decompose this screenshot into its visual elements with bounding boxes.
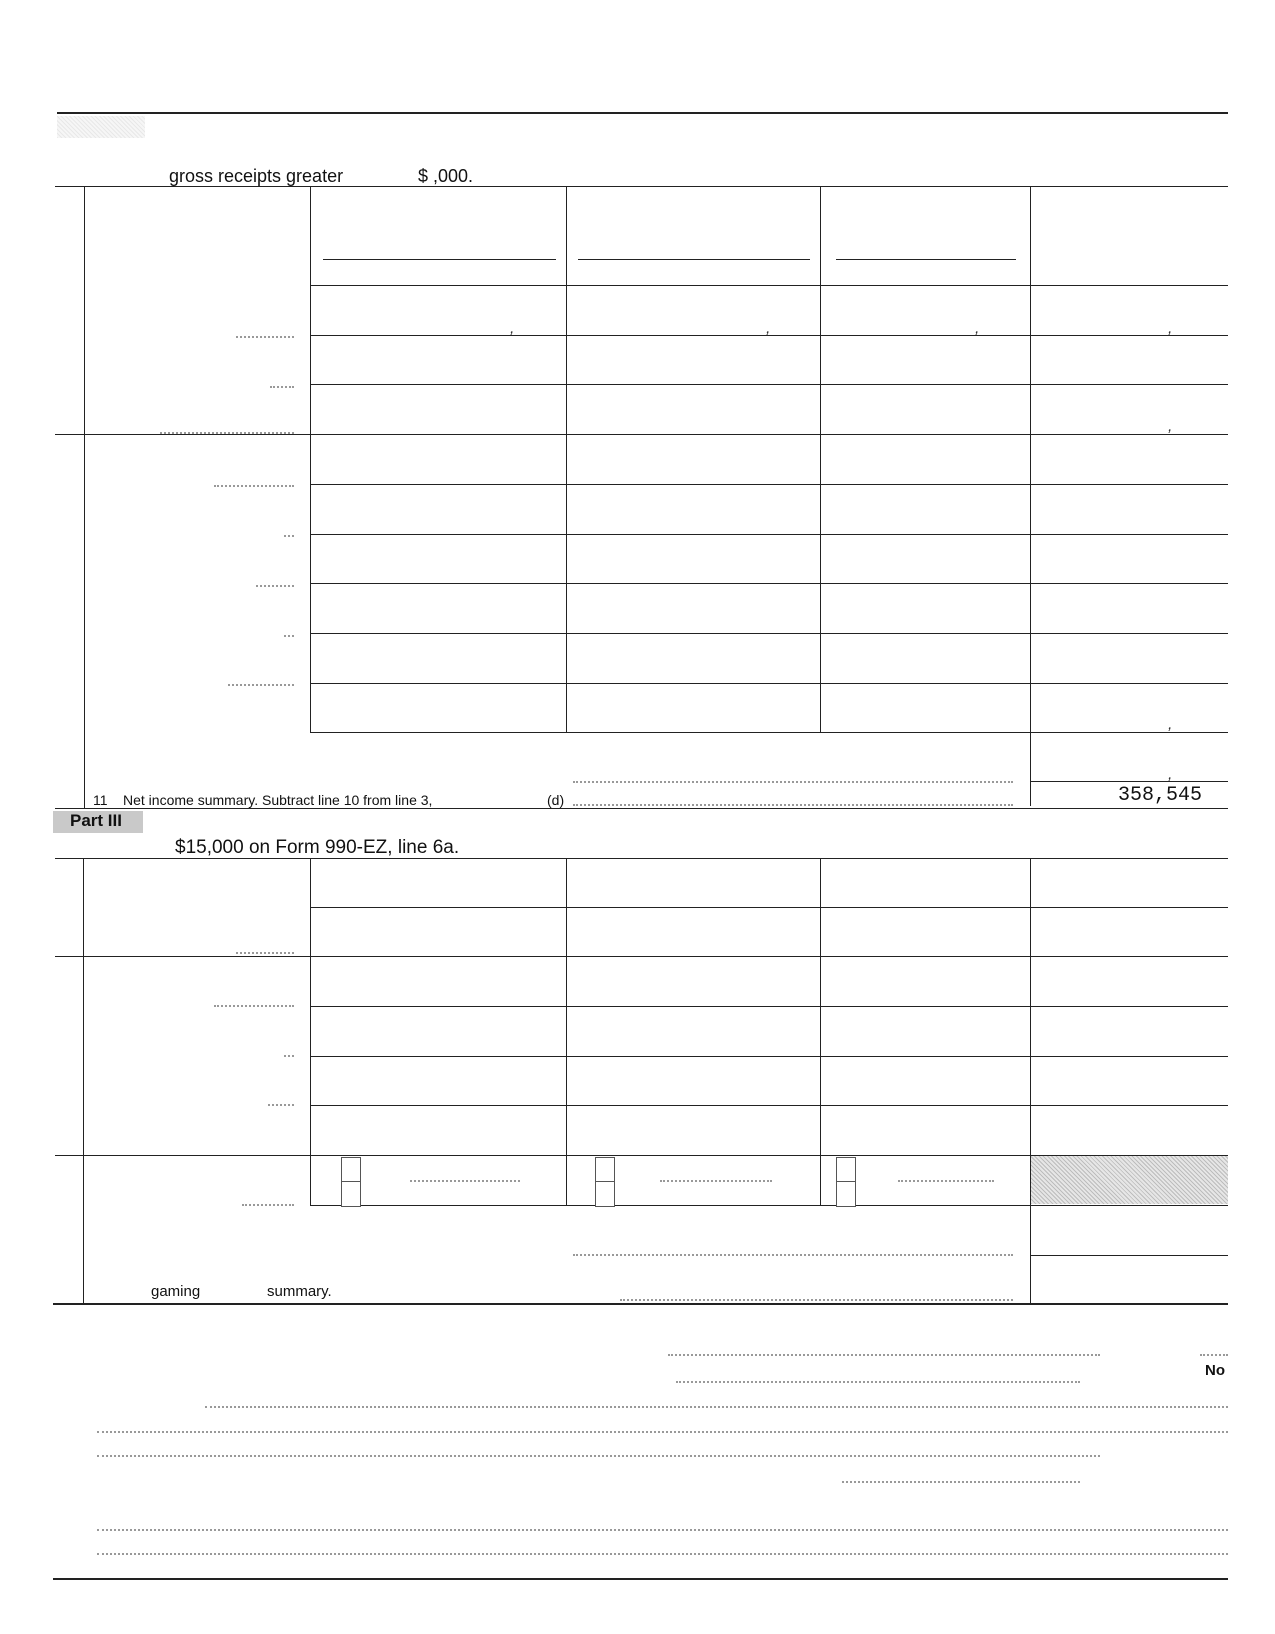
row-line bbox=[310, 384, 1228, 385]
leader-dots bbox=[676, 1381, 1080, 1383]
leader-dots bbox=[205, 1406, 1228, 1408]
part2-col-a bbox=[310, 186, 311, 732]
leader-dots bbox=[228, 684, 294, 686]
leader-dots bbox=[236, 336, 294, 338]
checkbox-col-a[interactable] bbox=[341, 1157, 361, 1207]
part3-col-b bbox=[566, 858, 567, 1206]
part3-label: Part III bbox=[70, 811, 122, 830]
section-divider bbox=[55, 434, 1228, 435]
line11-text: Net income summary. Subtract line 10 from line 3, bbox=[123, 792, 433, 808]
part2-col-c bbox=[820, 186, 821, 732]
part3-table-top bbox=[55, 858, 1228, 859]
row-line bbox=[310, 1006, 1228, 1007]
section-divider bbox=[55, 956, 1228, 957]
col-b-header-line[interactable] bbox=[578, 259, 810, 260]
leader-dots bbox=[284, 535, 294, 537]
leader-dots bbox=[1200, 1354, 1228, 1356]
row-line bbox=[310, 583, 1228, 584]
comma-mark: , bbox=[1168, 716, 1173, 733]
comma-mark: , bbox=[766, 320, 771, 337]
row-line bbox=[310, 732, 1228, 733]
leader-dots bbox=[270, 386, 294, 388]
part3-col-d bbox=[1030, 858, 1031, 1304]
row-line bbox=[310, 633, 1228, 634]
row-line bbox=[310, 1056, 1228, 1057]
part2-table-top bbox=[55, 186, 1228, 187]
leader-dots bbox=[236, 952, 294, 954]
row-line bbox=[310, 907, 1228, 908]
leader-dots bbox=[256, 585, 294, 587]
leader-dots bbox=[573, 1254, 1013, 1256]
part2-header-text: gross receipts greater bbox=[169, 166, 344, 186]
part3-header-text: $15,000 on Form 990-EZ, line 6a. bbox=[175, 837, 460, 858]
leader-dots bbox=[97, 1431, 1228, 1433]
comma-mark: , bbox=[975, 320, 980, 337]
top-rule bbox=[57, 112, 1228, 114]
leader-dots bbox=[620, 1299, 1013, 1301]
leader-dots bbox=[268, 1104, 294, 1106]
row-line bbox=[1030, 781, 1228, 782]
row-line bbox=[310, 683, 1228, 684]
leader-dots bbox=[410, 1180, 520, 1182]
leader-dots bbox=[160, 432, 294, 434]
part2-header-amount: $ ,000. bbox=[418, 166, 474, 186]
leader-dots bbox=[97, 1529, 1228, 1531]
row-line bbox=[310, 534, 1228, 535]
part3-left-border bbox=[83, 858, 84, 1304]
leader-dots bbox=[284, 1055, 294, 1057]
row-line bbox=[1030, 1255, 1228, 1256]
line11-column-label: (d) bbox=[547, 792, 565, 808]
col-c-header-line[interactable] bbox=[836, 259, 1016, 260]
part3-table-bottom bbox=[53, 1303, 1228, 1305]
row-summary-label: summary. bbox=[267, 1283, 332, 1300]
scan-stamp bbox=[57, 116, 145, 138]
col-a-header-line[interactable] bbox=[323, 259, 556, 260]
comma-mark: , bbox=[510, 320, 515, 337]
checkbox-col-b[interactable] bbox=[595, 1157, 615, 1207]
part2-col-b bbox=[566, 186, 567, 732]
part3-col-a bbox=[310, 858, 311, 1206]
part3-col-c bbox=[820, 858, 821, 1206]
row-line bbox=[310, 484, 1228, 485]
comma-mark: , bbox=[1168, 320, 1173, 337]
comma-mark: , bbox=[1168, 418, 1173, 435]
leader-dots bbox=[214, 485, 294, 487]
no-column-label: No bbox=[1205, 1362, 1225, 1379]
row-gaming-label: gaming bbox=[151, 1283, 201, 1300]
comma-mark: , bbox=[1168, 766, 1173, 783]
leader-dots bbox=[573, 781, 1013, 783]
leader-dots bbox=[97, 1553, 1228, 1555]
leader-dots bbox=[242, 1204, 294, 1206]
leader-dots bbox=[284, 635, 294, 637]
part2-col-d bbox=[1030, 186, 1031, 806]
leader-dots bbox=[898, 1180, 994, 1182]
row-line bbox=[310, 1105, 1228, 1106]
leader-dots bbox=[97, 1455, 1100, 1457]
part2-left-border bbox=[84, 186, 85, 809]
leader-dots bbox=[842, 1481, 1080, 1483]
line11-amount[interactable]: 358,545 bbox=[1118, 784, 1203, 807]
checkbox-col-c[interactable] bbox=[836, 1157, 856, 1207]
leader-dots bbox=[214, 1005, 294, 1007]
line11-number: 11 bbox=[93, 792, 108, 808]
row-line bbox=[310, 1205, 1228, 1206]
part2-table-bottom bbox=[55, 808, 1228, 809]
row-line bbox=[310, 285, 1228, 286]
leader-dots bbox=[573, 804, 1013, 806]
leader-dots bbox=[660, 1180, 772, 1182]
bottom-rule bbox=[53, 1578, 1228, 1580]
shaded-cell bbox=[1031, 1156, 1228, 1204]
leader-dots bbox=[668, 1354, 1100, 1356]
